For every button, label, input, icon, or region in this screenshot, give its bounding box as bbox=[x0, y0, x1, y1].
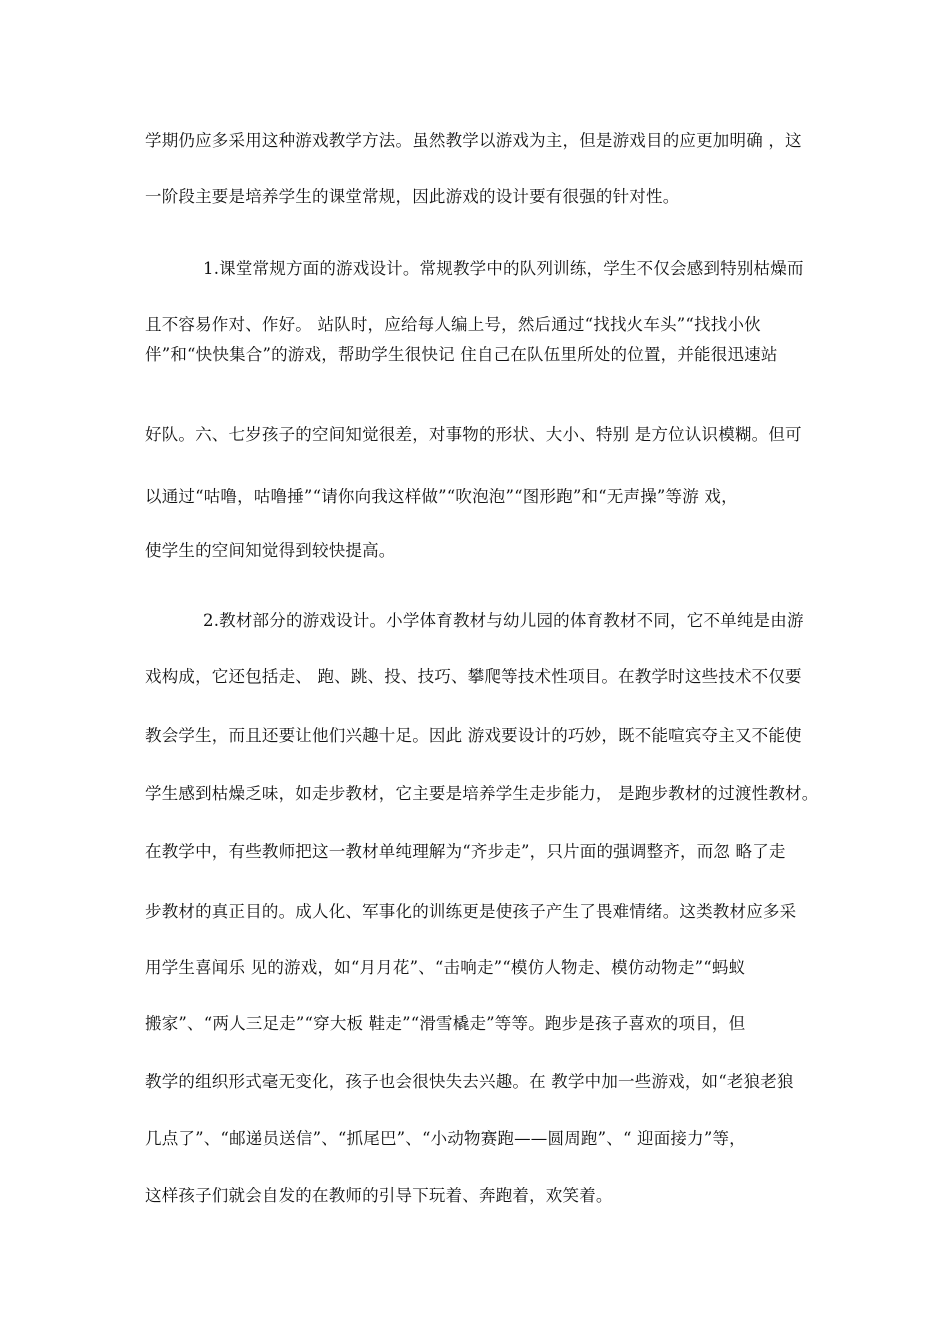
text-line: 一阶段主要是培养学生的课堂常规，因此游戏的设计要有很强的针对性。 bbox=[145, 187, 680, 206]
text-line: 学生感到枯燥乏味，如走步教材，它主要是培养学生走步能力， 是跑步教材的过渡性教材。 bbox=[145, 784, 819, 803]
text-line: 戏构成，它还包括走、 跑、跳、投、技巧、攀爬等技术性项目。在教学时这些技术不仅要 bbox=[145, 667, 802, 686]
text-line: 在教学中，有些教师把这一教材单纯理解为“齐步走”，只片面的强调整齐，而忽 略了走 bbox=[145, 842, 786, 861]
text-line: 以通过“咕噜，咕噜捶”“请你向我这样做”“吹泡泡”“图形跑”和“无声操”等游 戏， bbox=[145, 487, 738, 506]
text-line: 这样孩子们就会自发的在教师的引导下玩着、奔跑着，欢笑着。 bbox=[145, 1186, 613, 1205]
text-line: 好队。六、七岁孩子的空间知觉很差，对事物的形状、大小、特别 是方位认识模糊。但可 bbox=[145, 425, 802, 444]
text-line: 用学生喜闻乐 见的游戏，如“月月花”、“击响走”“模仿人物走、模仿动物走”“蚂蚁 bbox=[145, 958, 746, 977]
text-line: 教会学生，而且还要让他们兴趣十足。因此 游戏要设计的巧妙，既不能喧宾夺主又不能使 bbox=[145, 726, 802, 745]
text-line: 教学的组织形式毫无变化，孩子也会很快失去兴趣。在 教学中加一些游戏，如“老狼老狼 bbox=[145, 1072, 794, 1091]
paragraph-1-heading-line: 1.课堂常规方面的游戏设计。常规教学中的队列训练，学生不仅会感到特别枯燥而 bbox=[203, 259, 804, 278]
text-line: 几点了”、“邮递员送信”、“抓尾巴”、“小动物赛跑——圆周跑”、“ 迎面接力”等， bbox=[145, 1129, 746, 1148]
paragraph-2-heading-line: 2.教材部分的游戏设计。小学体育教材与幼儿园的体育教材不同，它不单纯是由游 bbox=[203, 611, 804, 630]
text-line: 学期仍应多采用这种游戏教学方法。虽然教学以游戏为主，但是游戏目的应更加明确 ，这 bbox=[145, 131, 802, 150]
text-line: 步教材的真正目的。成人化、军事化的训练更是使孩子产生了畏难情绪。这类教材应多采 bbox=[145, 902, 797, 921]
text-line: 搬家”、“两人三足走”“穿大板 鞋走”“滑雪橇走”等等。跑步是孩子喜欢的项目，但 bbox=[145, 1014, 746, 1033]
text-line: 使学生的空间知觉得到较快提高。 bbox=[145, 541, 396, 560]
text-line: 且不容易作对、作好。 站队时，应给每人编上号，然后通过“找找火车头”“找找小伙 bbox=[145, 315, 761, 334]
text-line: 伴”和“快快集合”的游戏，帮助学生很快记 住自己在队伍里所处的位置，并能很迅速站 bbox=[145, 345, 778, 364]
